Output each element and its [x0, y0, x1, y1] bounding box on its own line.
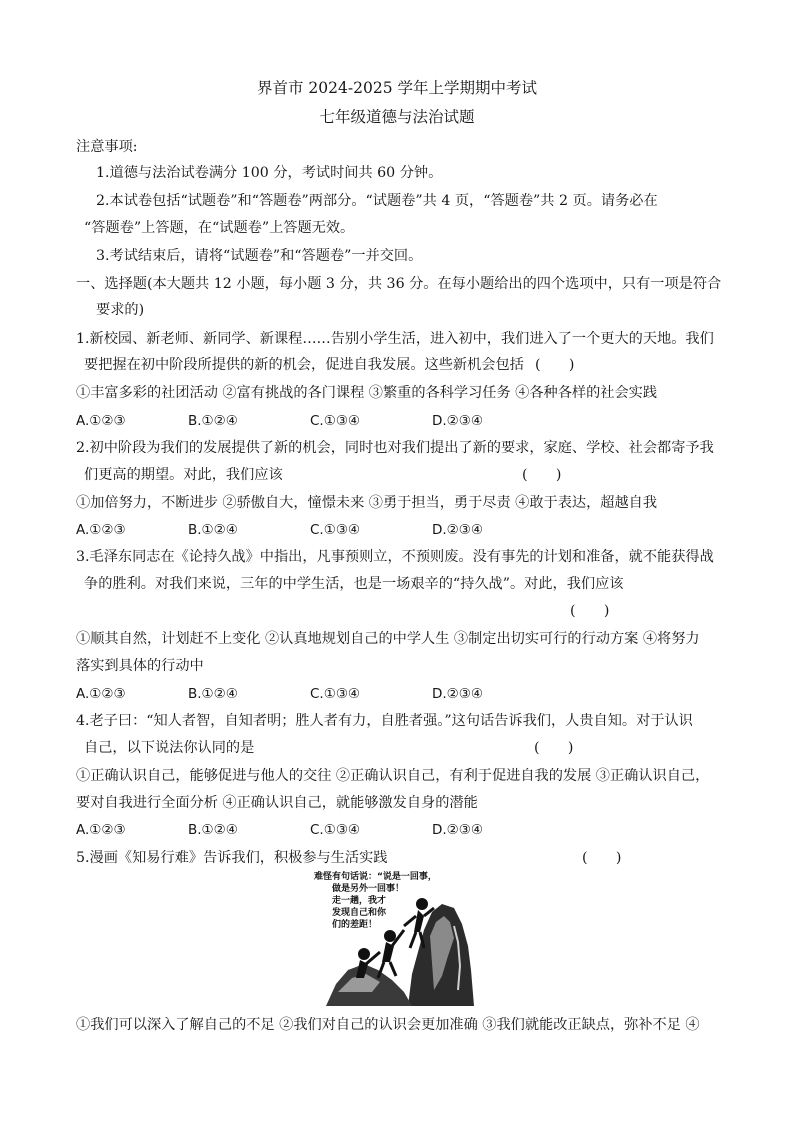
q5-answer-blank: ( ) [582, 850, 622, 866]
q3-stem-line1: 3.毛泽东同志在《论持久战》中指出，凡事预则立，不预则废。没有事先的计划和准备，就不能获得战 [76, 549, 714, 565]
q1-stem-line1: 1.新校园、新老师、新同学、新课程……告别小学生活，进入初中，我们进入了一个更大的天地。我们 [76, 331, 714, 347]
q4-option-c: C.①③④ [310, 822, 361, 838]
cartoon-caption-line2: 做是另外一回事！ [332, 884, 405, 894]
q2-items: ①加倍努力，不断进步 ②骄傲自大，憧憬未来 ③勇于担当，勇于尽责 ④敢于表达，超越自我 [76, 495, 658, 511]
q4-option-d: D.②③④ [432, 822, 483, 838]
q2-option-a: A.①②③ [76, 522, 126, 538]
section-1-heading: 一、选择题(本大题共 12 小题，每小题 3 分，共 36 分。在每小题给出的四个选项中，只有一项是符合 [76, 276, 722, 292]
note-2-line2: “答题卷”上答题，在“试题卷”上答题无效。 [84, 220, 355, 236]
q3-option-c: C.①③④ [310, 686, 361, 702]
q1-option-b: B.①②④ [188, 413, 238, 429]
q3-stem-line2: 争的胜利。对我们来说，三年的中学生活，也是一场艰辛的“持久战”。对此，我们应该 [84, 576, 624, 592]
q3-answer-blank: ( ) [570, 603, 610, 619]
q3-option-b: B.①②④ [188, 686, 238, 702]
q4-stem-line2: 自己，以下说法你认同的是 [84, 740, 255, 756]
cartoon-caption-line1: 难怪有句话说：“说是一回事， [314, 872, 437, 882]
cartoon-illustration [308, 866, 486, 1006]
q4-option-a: A.①②③ [76, 822, 126, 838]
q2-option-b: B.①②④ [188, 522, 238, 538]
q2-answer-blank: ( ) [522, 467, 562, 483]
q1-option-d: D.②③④ [432, 413, 483, 429]
q3-option-d: D.②③④ [432, 686, 483, 702]
q2-stem-line2: 们更高的期望。对此，我们应该 [84, 467, 283, 483]
q5-stem: 5.漫画《知易行难》告诉我们，积极参与生活实践 [76, 850, 388, 866]
q4-items-line1: ①正确认识自己，能够促进与他人的交往 ②正确认识自己，有利于促进自我的发展 ③正确认识自己， [76, 768, 710, 784]
cartoon-caption-line5: 们的差距！ [332, 920, 378, 930]
q1-items: ①丰富多彩的社团活动 ②富有挑战的各门课程 ③繁重的各科学习任务 ④各种各样的社会实践 [76, 385, 658, 401]
note-3: 3.考试结束后，请将“试题卷”和“答题卷”一并交回。 [96, 248, 423, 264]
q4-answer-blank: ( ) [534, 740, 574, 756]
note-1: 1.道德与法治试卷满分 100 分，考试时间共 60 分钟。 [96, 165, 443, 181]
q4-items-line2: 要对自我进行全面分析 ④正确认识自己，就能够激发自身的潜能 [76, 795, 478, 811]
q2-option-d: D.②③④ [432, 522, 483, 538]
notes-heading: 注意事项: [76, 139, 138, 155]
q2-stem-line1: 2.初中阶段为我们的发展提供了新的机会，同时也对我们提出了新的要求，家庭、学校、社会都寄予我 [76, 440, 714, 456]
section-1-heading-cont: 要求的) [96, 302, 145, 318]
note-2-line1: 2.本试卷包括“试题卷”和“答题卷”两部分。“试题卷”共 4 页，“答题卷”共 2 页。请务必在 [96, 193, 658, 209]
q1-stem-line2: 要把握在初中阶段所提供的新的机会，促进自我发展。这些新机会包括 [84, 357, 524, 373]
exam-title: 界首市 2024-2025 学年上学期期中考试 [257, 79, 537, 97]
q1-answer-blank: ( ) [535, 357, 575, 373]
exam-subtitle: 七年级道德与法治试题 [319, 108, 475, 126]
q4-stem-line1: 4.老子曰：“知人者智，自知者明；胜人者有力，自胜者强。”这句话告诉我们，人贵自知。对于认识 [76, 713, 693, 729]
cartoon-caption-line3: 走一趟，我才 [332, 896, 387, 906]
q1-option-a: A.①②③ [76, 413, 126, 429]
q3-items-line1: ①顺其自然，计划赶不上变化 ②认真地规划自己的中学人生 ③制定出切实可行的行动方案 ④将努力 [76, 631, 700, 647]
q1-option-c: C.①③④ [310, 413, 361, 429]
cartoon-caption-line4: 发现自己和你 [332, 908, 387, 918]
q5-items: ①我们可以深入了解自己的不足 ②我们对自己的认识会更加准确 ③我们就能改正缺点，弥补不足 ④ [76, 1017, 700, 1033]
q3-items-line2: 落实到具体的行动中 [76, 658, 204, 674]
q2-option-c: C.①③④ [310, 522, 361, 538]
q4-option-b: B.①②④ [188, 822, 238, 838]
q3-option-a: A.①②③ [76, 686, 126, 702]
